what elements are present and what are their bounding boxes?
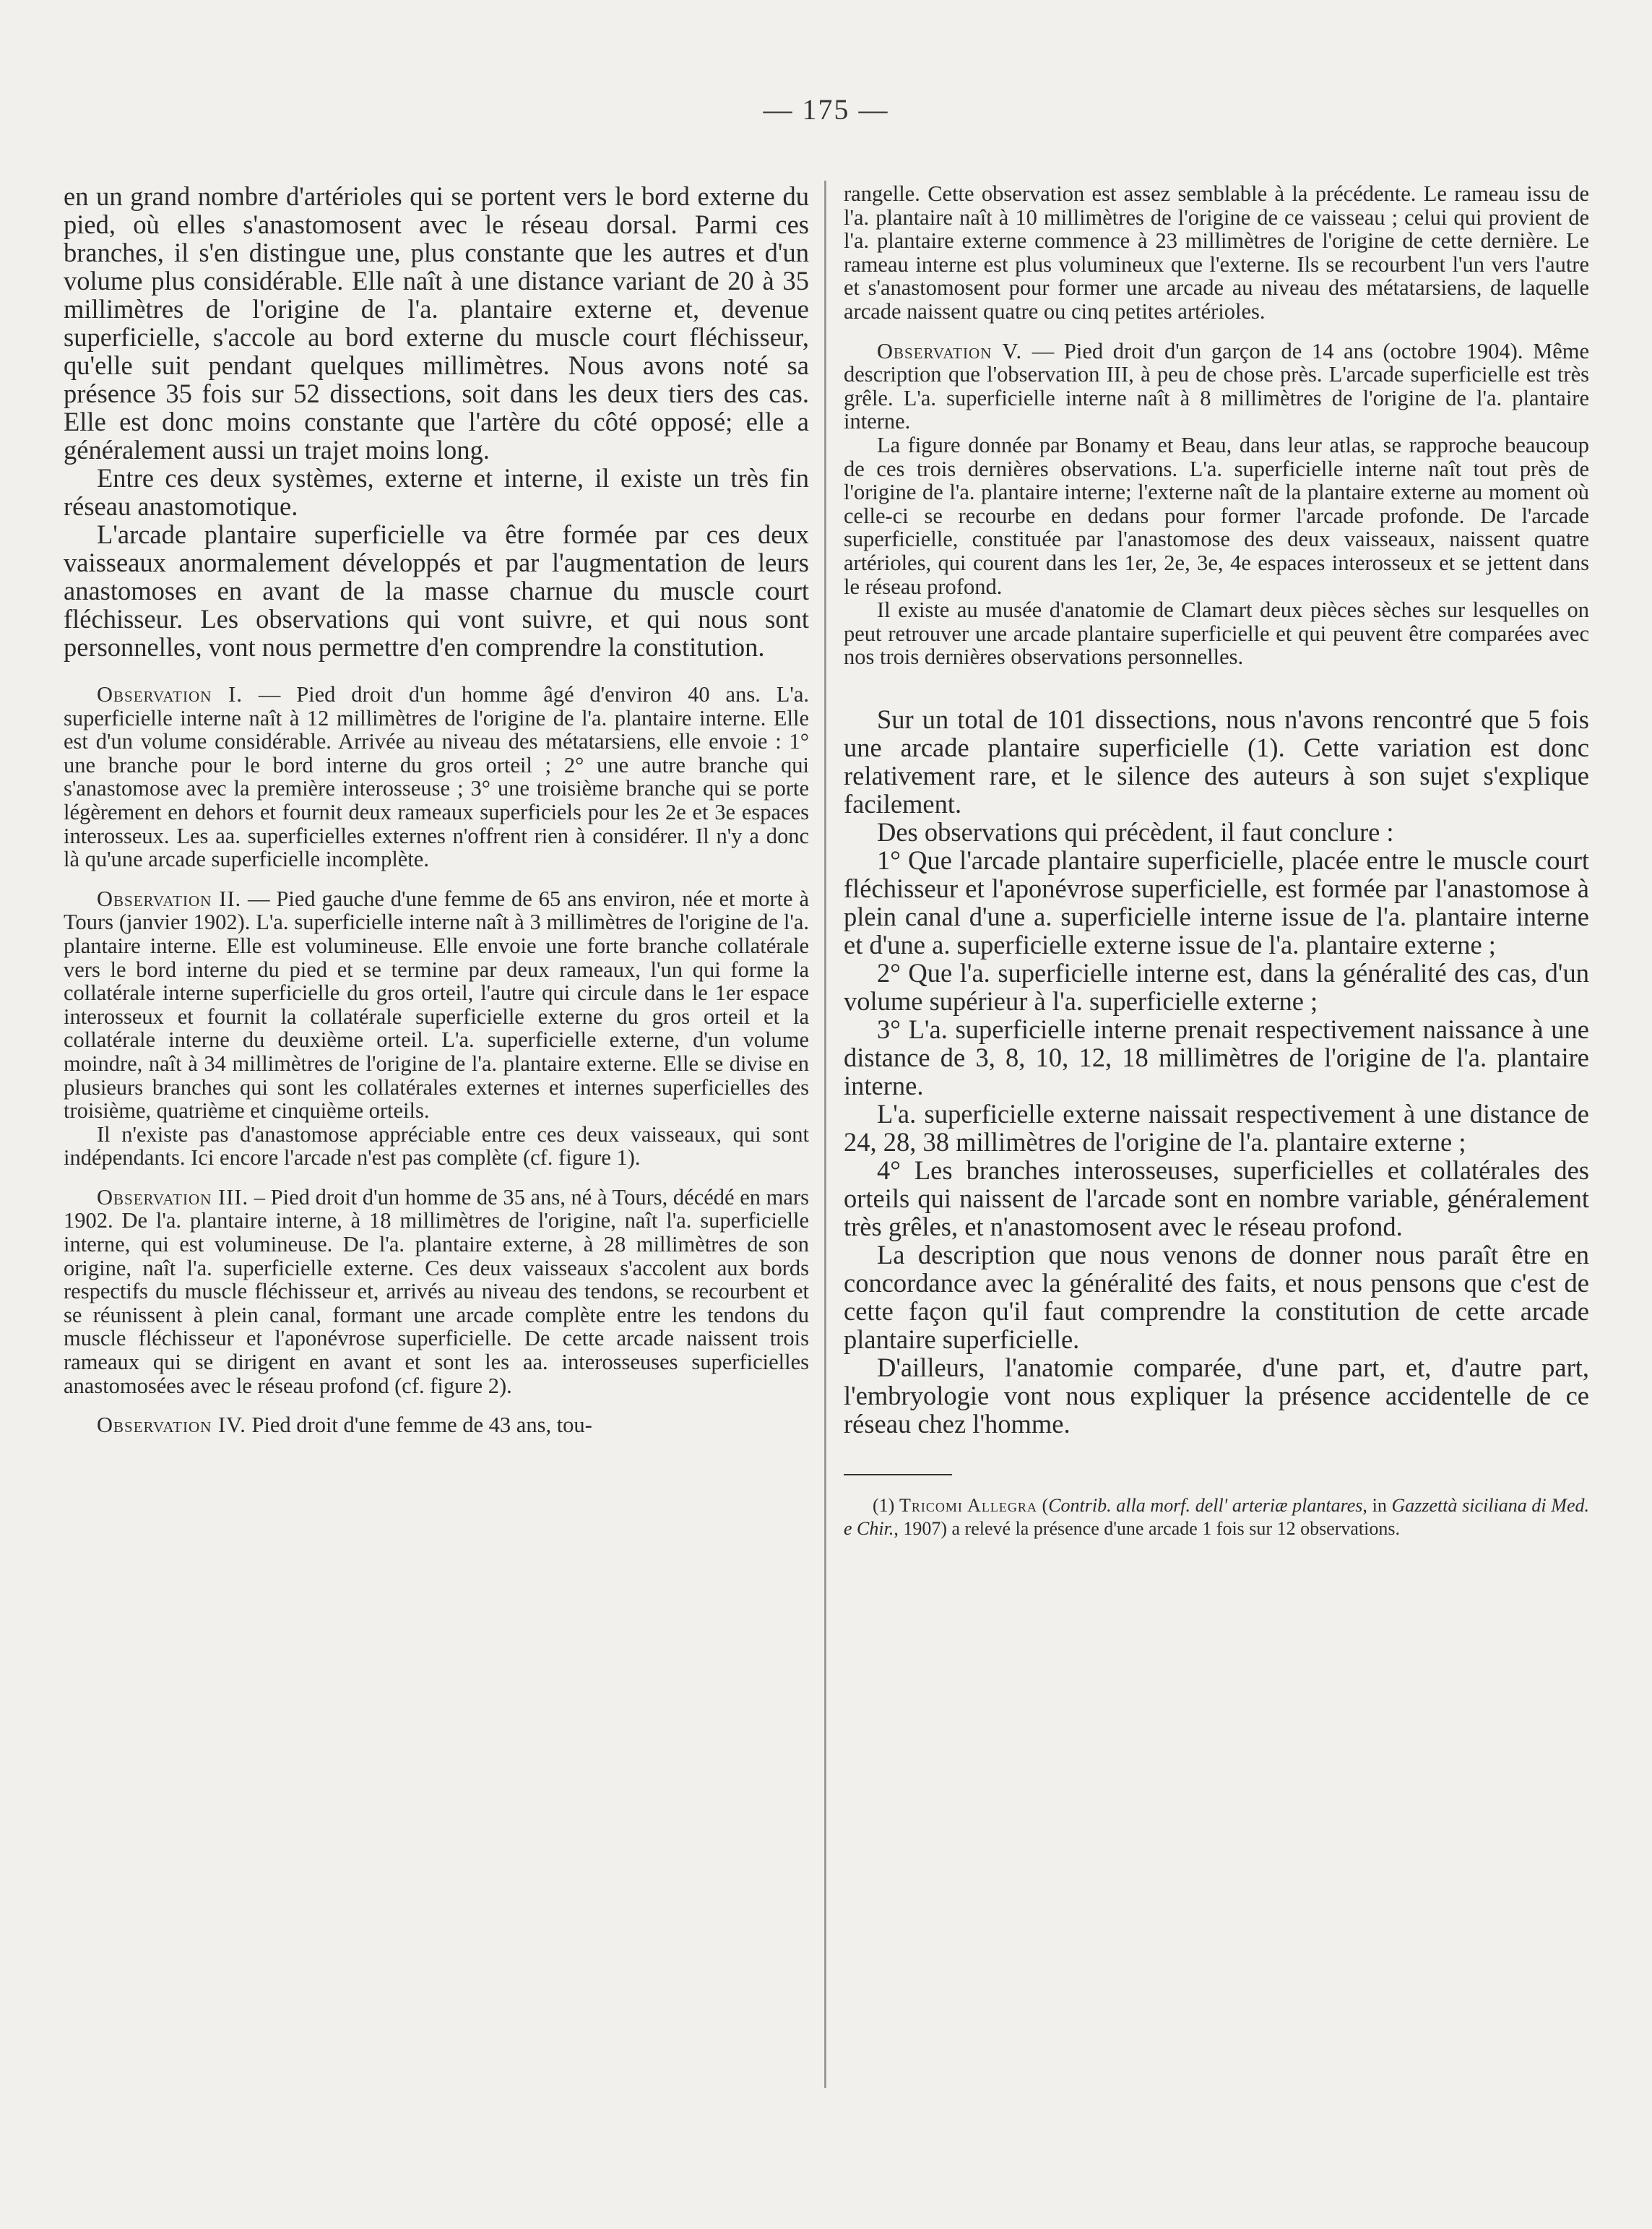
observation-2-title: Observation II. [97, 886, 242, 911]
observation-1-text: — Pied droit d'un homme âgé d'environ 40 ans. L'a. superficielle interne naît à 12 millimètres de l'origine de l'a. plantaire interne. Elle est d'un volume considérable. Arrivée au niveau des métatarsiens, elle envoie : 1° une branche pour le bord interne du gros orteil ; 2° une autre branche qui s'anastomose avec la première interosseuse ; 3° une troisième branche qui se porte légèrement en dehors et fournit deux rameaux superficiels pour les 2e et 3e espaces interosseux. Les aa. superficielles externes n'offrent rien à considérer. Il n'y a donc là qu'une arcade superficielle incomplète. [64, 682, 809, 872]
observation-3-text: – Pied droit d'un homme de 35 ans, né à Tours, décédé en mars 1902. De l'a. plantaire interne, à 18 millimètres de l'origine, naît l'a. superficielle interne, qui est volumineuse. De l'a. plantaire externe, à 28 millimètres de son origine, naît l'a. superficielle externe. Ces deux vaisseaux s'accolent aux bords respectifs du muscle fléchisseur et, arrivés au niveau des tendons, se recourbent et se réunissent à plein canal, formant une arcade complète entre les tendons du muscle fléchisseur et l'aponévrose superficielle. De cette arcade naissent trois rameaux qui se dirigent en avant et sont les aa. interosseuses superficielles anastomosées avec le réseau profond (cf. figure 2). [64, 1184, 809, 1398]
observation-4-continued: rangelle. Cette observation est assez semblable à la précédente. Le rameau issu de l'a. plantaire naît à 10 millimètres de l'origine de ce vaisseau ; celui qui provient de l'a. plantaire externe commence à 23 millimètres de l'origine de cette dernière. Le rameau interne est plus volumineux que l'externe. Ils se recourbent l'un vers l'autre et s'anastomosent pour former une arcade au niveau des métatarsiens, de laquelle arcade naissent quatre ou cinq petites artérioles. [844, 181, 1589, 324]
observation-1-title: Observation I. [97, 682, 243, 707]
conclusion-total: Sur un total de 101 dissections, nous n'avons rencontré que 5 fois une arcade plantaire superficielle (1). Cette variation est donc relativement rare, et le silence des auteurs à son sujet s'explique facilement. [844, 704, 1589, 819]
conclusion-point-4: 4° Les branches interosseuses, superficielles et collatérales des orteils qui naissent de l'arcade sont en nombre variable, généralement très grêles, et n'anastomosent avec le réseau profond. [844, 1155, 1589, 1241]
observation-5-title: Observation V. [877, 338, 1023, 363]
left-column [64, 182, 809, 1437]
paragraph-reseau: Entre ces deux systèmes, externe et interne, il existe un très fin réseau anastomotique. [64, 463, 809, 521]
conclusion-point-2: 2° Que l'a. superficielle interne est, dans la généralité des cas, d'un volume supérieur à l'a. superficielle externe ; [844, 957, 1589, 1016]
observation-5 [844, 340, 1589, 434]
conclusion-point-3: 3° L'a. superficielle interne prenait respectivement naissance à une distance de 3, 8, 10, 12, 18 millimètres de l'origine de l'a. plantaire interne. [844, 1014, 1589, 1100]
conclusion-intro: Des observations qui précèdent, il faut conclure : [877, 816, 1394, 847]
footnote-mid: , in [1362, 1494, 1392, 1516]
observation-2 [64, 887, 809, 1123]
footnote-open: ( [1037, 1494, 1049, 1516]
observation-4-start [64, 1413, 809, 1437]
conclusion-description: La description que nous venons de donner nous paraît être en concordance avec la généralité des faits, et nous pensons que c'est de cette façon qu'il faut comprendre la constitution de cette arcade plantaire superficielle. [844, 1239, 1589, 1354]
page-number: — 175 — [763, 93, 889, 126]
footnote-end: , 1907) a relevé la présence d'une arcade 1 fois sur 12 observations. [894, 1517, 1400, 1539]
observation-5-paragraph-2: La figure donnée par Bonamy et Beau, dans leur atlas, se rapproche beaucoup de ces trois dernières observations. L'a. superficielle interne naît tout près de l'origine de l'a. plantaire interne; l'externe naît de la plantaire externe au moment où celle-ci se recourbe en dedans pour former l'arcade profonde. De l'arcade superficielle, constituée par l'anastomose des deux vaisseaux, naissent quatre artérioles, qui courent dans les 1er, 2e, 3e, 4e espaces interosseux et se jettent dans le réseau profond. [844, 432, 1589, 599]
observation-3-title: Observation III. [97, 1184, 249, 1210]
paragraph-arcade-formation: L'arcade plantaire superficielle va être formée par ces deux vaisseaux anormalement développés et par l'augmentation de leurs anastomoses en avant de la masse charnue du muscle court fléchisseur. Les observations qui vont suivre, et qui nous sont personnelles, vont nous permettre d'en comprendre la constitution. [64, 519, 809, 662]
right-column [844, 182, 1589, 1540]
observation-2-text: — Pied gauche d'une femme de 65 ans environ, née et morte à Tours (janvier 1902). L'a. superficielle interne naît à 3 millimètres de l'origine de l'a. plantaire interne. Elle est volumineuse. Elle envoie une forte branche collatérale vers le bord interne du pied et se termine par deux rameaux, l'un qui forme la collatérale interne superficielle du gros orteil, l'autre qui circule dans le 1er espace interosseux et fournit la collatérale superficielle externe du gros orteil et la collatérale interne du deuxième orteil. L'a. superficielle externe, d'un volume moindre, naît à 34 millimètres de l'origine de l'a. plantaire externe. Elle se divise en plusieurs branches qui sont les collatérales externes et internes superficielles des troisième, quatrième et cinquième orteils. [64, 886, 809, 1124]
footnote-journal: Gazzettà siciliana di Med. e Chir. [844, 1494, 1589, 1539]
observation-1 [64, 683, 809, 871]
observation-2-paragraph-2: Il n'existe pas d'anastomose appréciable entre ces deux vaisseaux, qui sont indépendants. Ici encore l'arcade n'est pas complète (cf. figure 1). [64, 1121, 809, 1170]
conclusion-point-1: 1° Que l'arcade plantaire superficielle, placée entre le muscle court fléchisseur et l'aponévrose superficielle, est formée par l'anastomose à plein canal d'une a. superficielle interne issue de l'a. plantaire interne et d'une a. superficielle externe issue de l'a. plantaire externe ; [844, 845, 1589, 960]
observation-4-text: Pied droit d'une femme de 43 ans, tou- [246, 1413, 592, 1438]
footnote-number: (1) [873, 1494, 899, 1516]
observation-4-title: Observation IV. [97, 1413, 246, 1438]
observation-5-paragraph-3: Il existe au musée d'anatomie de Clamart deux pièces sèches sur lesquelles on peut retrouver une arcade plantaire superficielle et qui peuvent être comparées avec nos trois dernières observations personnelles. [844, 598, 1589, 670]
paragraph-arterioles: en un grand nombre d'artérioles qui se portent vers le bord externe du pied, où elles s'anastomosent avec le réseau dorsal. Parmi ces branches, il s'en distingue une, plus constante que les autres et d'un volume plus considérable. Elle naît à une distance variant de 20 à 35 millimètres de l'origine de l'a. plantaire externe et, devenue superficielle, s'accole au bord externe du muscle court fléchisseur, qu'elle suit pendant quelques millimètres. Nous avons noté sa présence 35 fois sur 52 dissections, soit dans les deux tiers des cas. Elle est donc moins constante que l'artère du côté opposé; elle a généralement aussi un trajet moins long. [64, 181, 809, 465]
footnote-author: Tricomi Allegra [899, 1494, 1037, 1516]
conclusion-point-3b: L'a. superficielle externe naissait respectivement à une distance de 24, 28, 38 millimètres de l'origine de l'a. plantaire externe ; [844, 1098, 1589, 1157]
footnote-title: Contrib. alla morf. dell' arteriæ plantares [1048, 1494, 1363, 1516]
footnote [844, 1494, 1589, 1540]
column-divider [824, 181, 826, 2088]
observation-5-text: — Pied droit d'un garçon de 14 ans (octobre 1904). Même description que l'observation III, à peu de chose près. L'arcade superficielle est très grêle. L'a. superficielle interne naît à 8 millimètres de l'origine de l'a. plantaire interne. [844, 338, 1590, 434]
observation-3 [64, 1186, 809, 1397]
conclusion-final: D'ailleurs, l'anatomie comparée, d'une part, et, d'autre part, l'embryologie vont nous expliquer la présence accidentelle de ce réseau chez l'homme. [844, 1352, 1589, 1439]
